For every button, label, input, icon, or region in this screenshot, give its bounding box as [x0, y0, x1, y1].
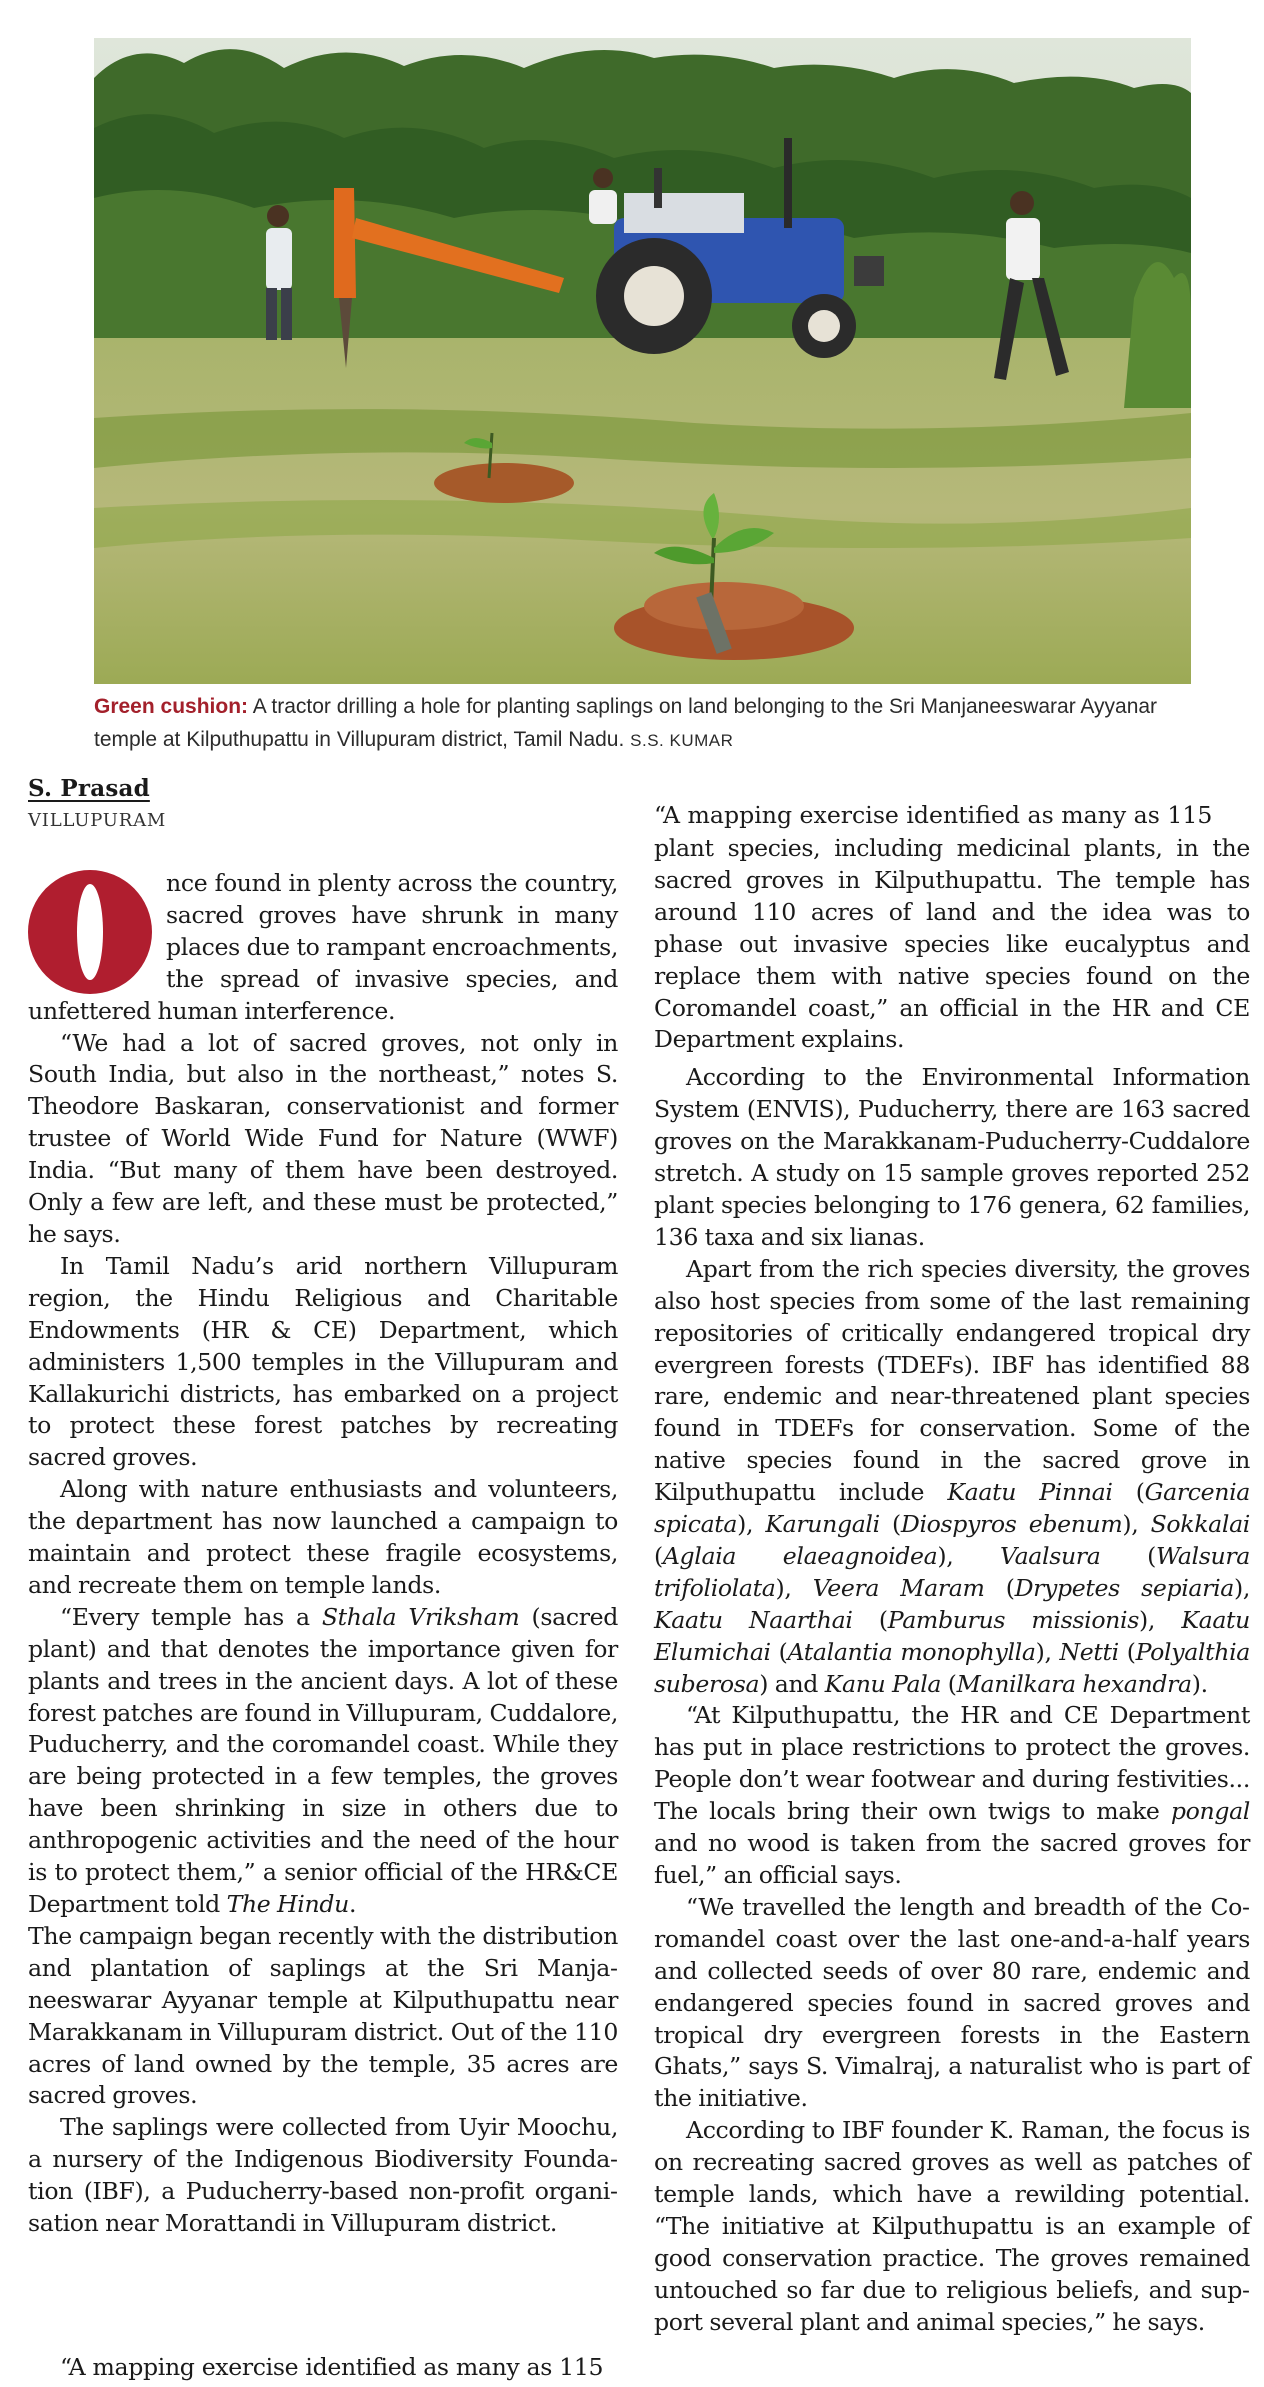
paragraph: Apart from the rich species diversity, the groves also host species from some of the last remaining repositories of critically endangered tropical dry evergreen forests (TDEFs). IBF has identified 88 rare, endemic and near-threatened plant species found in TDEFs for conservation. Some of the native species found in the sacred grove in Kilputhupattu include Kaatu Pinnai (Garcenia spicata), Karungali (Diospyros ebenum), Sokkalai (Aglaia elaeagnoidea), Vaalsura (Walsura trifoliolata), Veera Maram (Drypetes sepiaria), Kaatu Naarthai (Pamburus missionis), Kaatu Elumichai (Atalantia monophylla), Netti (Polyalthia suberosa) and Kanu Pala (Manilkara hexandra). — [654, 1254, 1251, 1698]
cut-line: “A mapping exercise identified as many as 115 — [654, 801, 1213, 829]
drop-cap-o — [28, 870, 152, 994]
caption-label: Green cushion: — [94, 695, 249, 718]
article-column-left — [28, 868, 618, 2240]
paragraph: “At Kilputhupattu, the HR and CE Department has put in place restrictions to protect the groves. People don’t wear footwear and during festivities... The locals bring their own twigs to make pongal and no wood is taken from the sacred groves for fuel,” an official says. — [654, 1701, 1250, 1889]
paragraph: plant species, including medicinal plants, in the sacred groves in Kilputhupattu. The temple has around 110 acres of land and the idea was to phase out invasive species like eucalyptus and replace them with native species found on the Coromandel coast,” an official in the HR and CE Department explains. — [654, 834, 1250, 1054]
paragraph: The campaign began recently with the distribution and plantation of saplings at the Sri Manjaneeswarar Ayyanar temple at Kilputhupattu near Marakkanam in Villupuram district. Out of the 110 acres of land owned by the temple, 35 acres are sacred groves. — [28, 1921, 618, 2110]
paragraph: According to IBF founder K. Raman, the focus is on recreating sacred groves as well as patches of temple lands, which have a rewilding potential. “The initiative at Kilputhupattu is an example of good conservation practice. The groves remained untouched so far due to religious beliefs, and support several plant and animal species,” he says. — [654, 2116, 1250, 2336]
photo-caption — [94, 690, 1204, 757]
byline — [28, 775, 166, 831]
dateline: VILLUPURAM — [28, 810, 167, 831]
continued-line: “A mapping exercise identified as many as 115 — [60, 2353, 604, 2381]
paragraph: “We had a lot of sacred groves, not only in South India, but also in the northeast,” notes S. Theodore Baskaran, conservationist and former trustee of World Wide Fund for Nature (WWF) India. “But many of them have been destroyed. Only a few are left, and these must be protected,” he says. — [28, 1028, 618, 1248]
paragraph: In Tamil Nadu’s arid northern Villupuram region, the Hindu Religious and Charitable Endowments (HR & CE) Department, which administers 1,500 temples in the Villupuram and Kallakurichi districts, has embarked on a project to protect these forest patches by recreating sacred groves. — [28, 1251, 618, 1472]
author-name[interactable]: S. Prasad — [28, 775, 150, 802]
paragraph: “Every temple has a Sthala Vriksham (sacred plant) and that denotes the importance given for plants and trees in the ancient days. A lot of these forest patches are found in Villupuram, Cuddalore, Puducherry, and the coromandel coast. While they are being protected in a few temples, the groves have been shrinking in size in others due to anthropogenic activities and the need of the hour is to protect them,” a senior official of the HR&CE Department told The Hindu. — [28, 1602, 618, 1918]
paragraph: According to the Environmental Information System (ENVIS), Puducherry, there are 163 sacred groves on the Marakkanam-Puducherry-Cuddalore stretch. A study on 15 sample groves reported 252 plant species belonging to 176 genera, 62 families, 136 taxa and six lianas. — [654, 1063, 1250, 1251]
paragraph: The saplings were collected from Uyir Moochu, a nursery of the Indigenous Biodiversity Foundation (IBF), a Puducherry-based non-profit organisation near Morattandi in Villupuram district. — [28, 2113, 618, 2238]
photo-credit: S.S. KUMAR — [630, 731, 734, 750]
paragraph: “We travelled the length and breadth of the Coromandel coast over the last one-and-a-half years and collected seeds of over 80 rare, endemic and endangered species found in sacred groves and tropical dry evergreen forests in the Eastern Ghats,” says S. Vimalraj, a naturalist who is part of the initiative. — [654, 1892, 1250, 2113]
paragraph: nce found in plenty across the country, sacred groves have shrunk in many places due to rampant encroachments, the spread of invasive species, and unfettered human interference. — [28, 869, 618, 1025]
caption-text: A tractor drilling a hole for planting saplings on land belonging to the Sri Manjaneeswarar Ayyanar temple at Kilputhupattu in Villupuram district, Tamil Nadu. — [94, 695, 1158, 751]
article-column-right — [654, 833, 1250, 2339]
paragraph: Along with nature enthusiasts and volunteers, the department has now launched a campaign to maintain and protect these fragile ecosystems, and recreate them on temple lands. — [28, 1475, 618, 1599]
article-photo — [94, 38, 1191, 684]
tractor-photo — [94, 38, 1191, 684]
